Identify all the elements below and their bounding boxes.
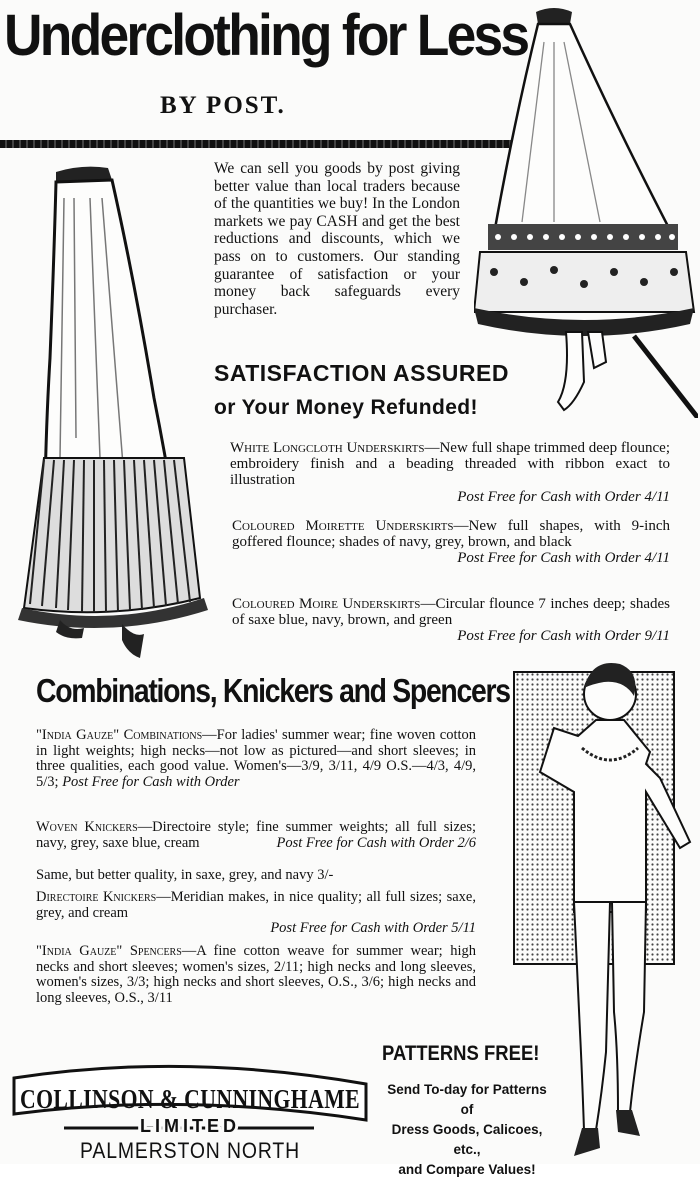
combination-item bbox=[36, 890, 476, 937]
combination-item bbox=[36, 728, 476, 790]
price: 9/11 bbox=[644, 628, 670, 645]
patterns-text bbox=[382, 1080, 552, 1180]
price: 2/6 bbox=[457, 834, 476, 851]
item-name: White Longcloth Underskirts bbox=[230, 440, 425, 456]
firm-place: PALMERSTON NORTH bbox=[80, 1138, 300, 1163]
combinations-heading: Combinations, Knickers and Spencers bbox=[36, 672, 510, 709]
post-note: Post Free for Cash with Order bbox=[62, 773, 240, 790]
item-description: —Circular flounce 7 inches deep; shades of saxe blue, navy, brown, and green bbox=[232, 596, 670, 629]
post-line bbox=[230, 489, 670, 505]
item-description: —New full shapes, with 9-inch goffered flounce; shades of navy, grey, brown, and black bbox=[232, 518, 670, 551]
firm-logo bbox=[4, 1058, 376, 1164]
firm-logo-graphic bbox=[4, 1058, 376, 1164]
money-back-heading: or Your Money Refunded! bbox=[214, 396, 478, 419]
item-description: —Meridian makes, in nice quality; all full sizes; saxe, grey, and cream bbox=[36, 889, 476, 921]
post-line bbox=[232, 550, 670, 566]
underskirt-item bbox=[232, 596, 670, 645]
post-note: Post Free for Cash with Order bbox=[457, 550, 641, 567]
post-note: Post Free for Cash with Order bbox=[457, 628, 641, 645]
item-name: Woven Knickers bbox=[36, 819, 138, 835]
headline: Underclothing for Less bbox=[4, 3, 528, 68]
patterns-line: and Compare Values! bbox=[398, 1162, 536, 1177]
item-description: —Directoire style; fine summer weights; all full sizes; navy, grey, saxe blue, cream bbox=[36, 819, 476, 851]
item-name: Directoire Knickers bbox=[36, 889, 157, 905]
patterns-heading: PATTERNS FREE! bbox=[382, 1042, 540, 1065]
patterns-line: Dress Goods, Calicoes, etc., bbox=[391, 1122, 543, 1157]
item-name: Coloured Moirette Underskirts bbox=[232, 518, 454, 534]
price: 5/11 bbox=[451, 920, 476, 937]
satisfaction-heading: SATISFACTION ASSURED bbox=[214, 360, 509, 386]
price: 4/11 bbox=[644, 488, 670, 505]
underskirt-item bbox=[232, 518, 670, 567]
post-line bbox=[232, 628, 670, 644]
item-description: —New full shape trimmed deep flounce; embroidery finish and a beading threaded with ribbon exact to illustration bbox=[230, 440, 671, 489]
item-name: Coloured Moire Underskirts bbox=[232, 596, 421, 612]
post-note: Post Free for Cash with Order bbox=[270, 920, 448, 937]
post-note: Post Free for Cash with Order bbox=[457, 488, 641, 505]
firm-name: COLLINSON & CUNNINGHAME bbox=[20, 1084, 360, 1114]
intro-paragraph: We can sell you goods by post giving better value than local traders because of the quantities we buy! In the London markets we pay CASH and get the best reductions and discounts, which we pass on to customers. Our standing guarantee of satisfaction or your money back safeguards every purchaser. bbox=[214, 160, 460, 318]
combination-item bbox=[36, 944, 476, 1006]
combination-item bbox=[36, 820, 476, 851]
post-note: Post Free for Cash with Order bbox=[276, 834, 454, 851]
petticoat-illustration bbox=[474, 2, 698, 418]
item-name: "India Gauze" Combinations bbox=[36, 727, 203, 743]
combination-item: Same, but better quality, in saxe, grey, and navy 3/- bbox=[36, 867, 334, 883]
patterns-line: Send To-day for Patterns of bbox=[387, 1082, 547, 1117]
item-description: —A fine cotton weave for summer wear; high necks and short sleeves; women's sizes, 2/11; high necks and long sleeves, women's sizes, 3/3; high necks and short sleeves, O.S., 3/6; high necks and long sleeves, O.S., 3/11 bbox=[36, 943, 476, 1006]
underskirt-item bbox=[230, 440, 670, 505]
longcloth-underskirt-illustration bbox=[4, 158, 212, 664]
item-description: —For ladies' summer wear; fine woven cotton in light weights; high necks—not low as pictured—and short sleeves; in three qualities, each good value. Women's—3/9, 3/11, 4/9 O.S.—4/3, 4/9, 5/3; bbox=[36, 727, 477, 790]
subhead: BY POST. bbox=[160, 92, 286, 119]
item-name: "India Gauze" Spencers bbox=[36, 943, 182, 959]
price: 4/11 bbox=[644, 550, 670, 567]
post-line bbox=[36, 921, 476, 937]
firm-limited: LIMITED bbox=[140, 1116, 240, 1136]
